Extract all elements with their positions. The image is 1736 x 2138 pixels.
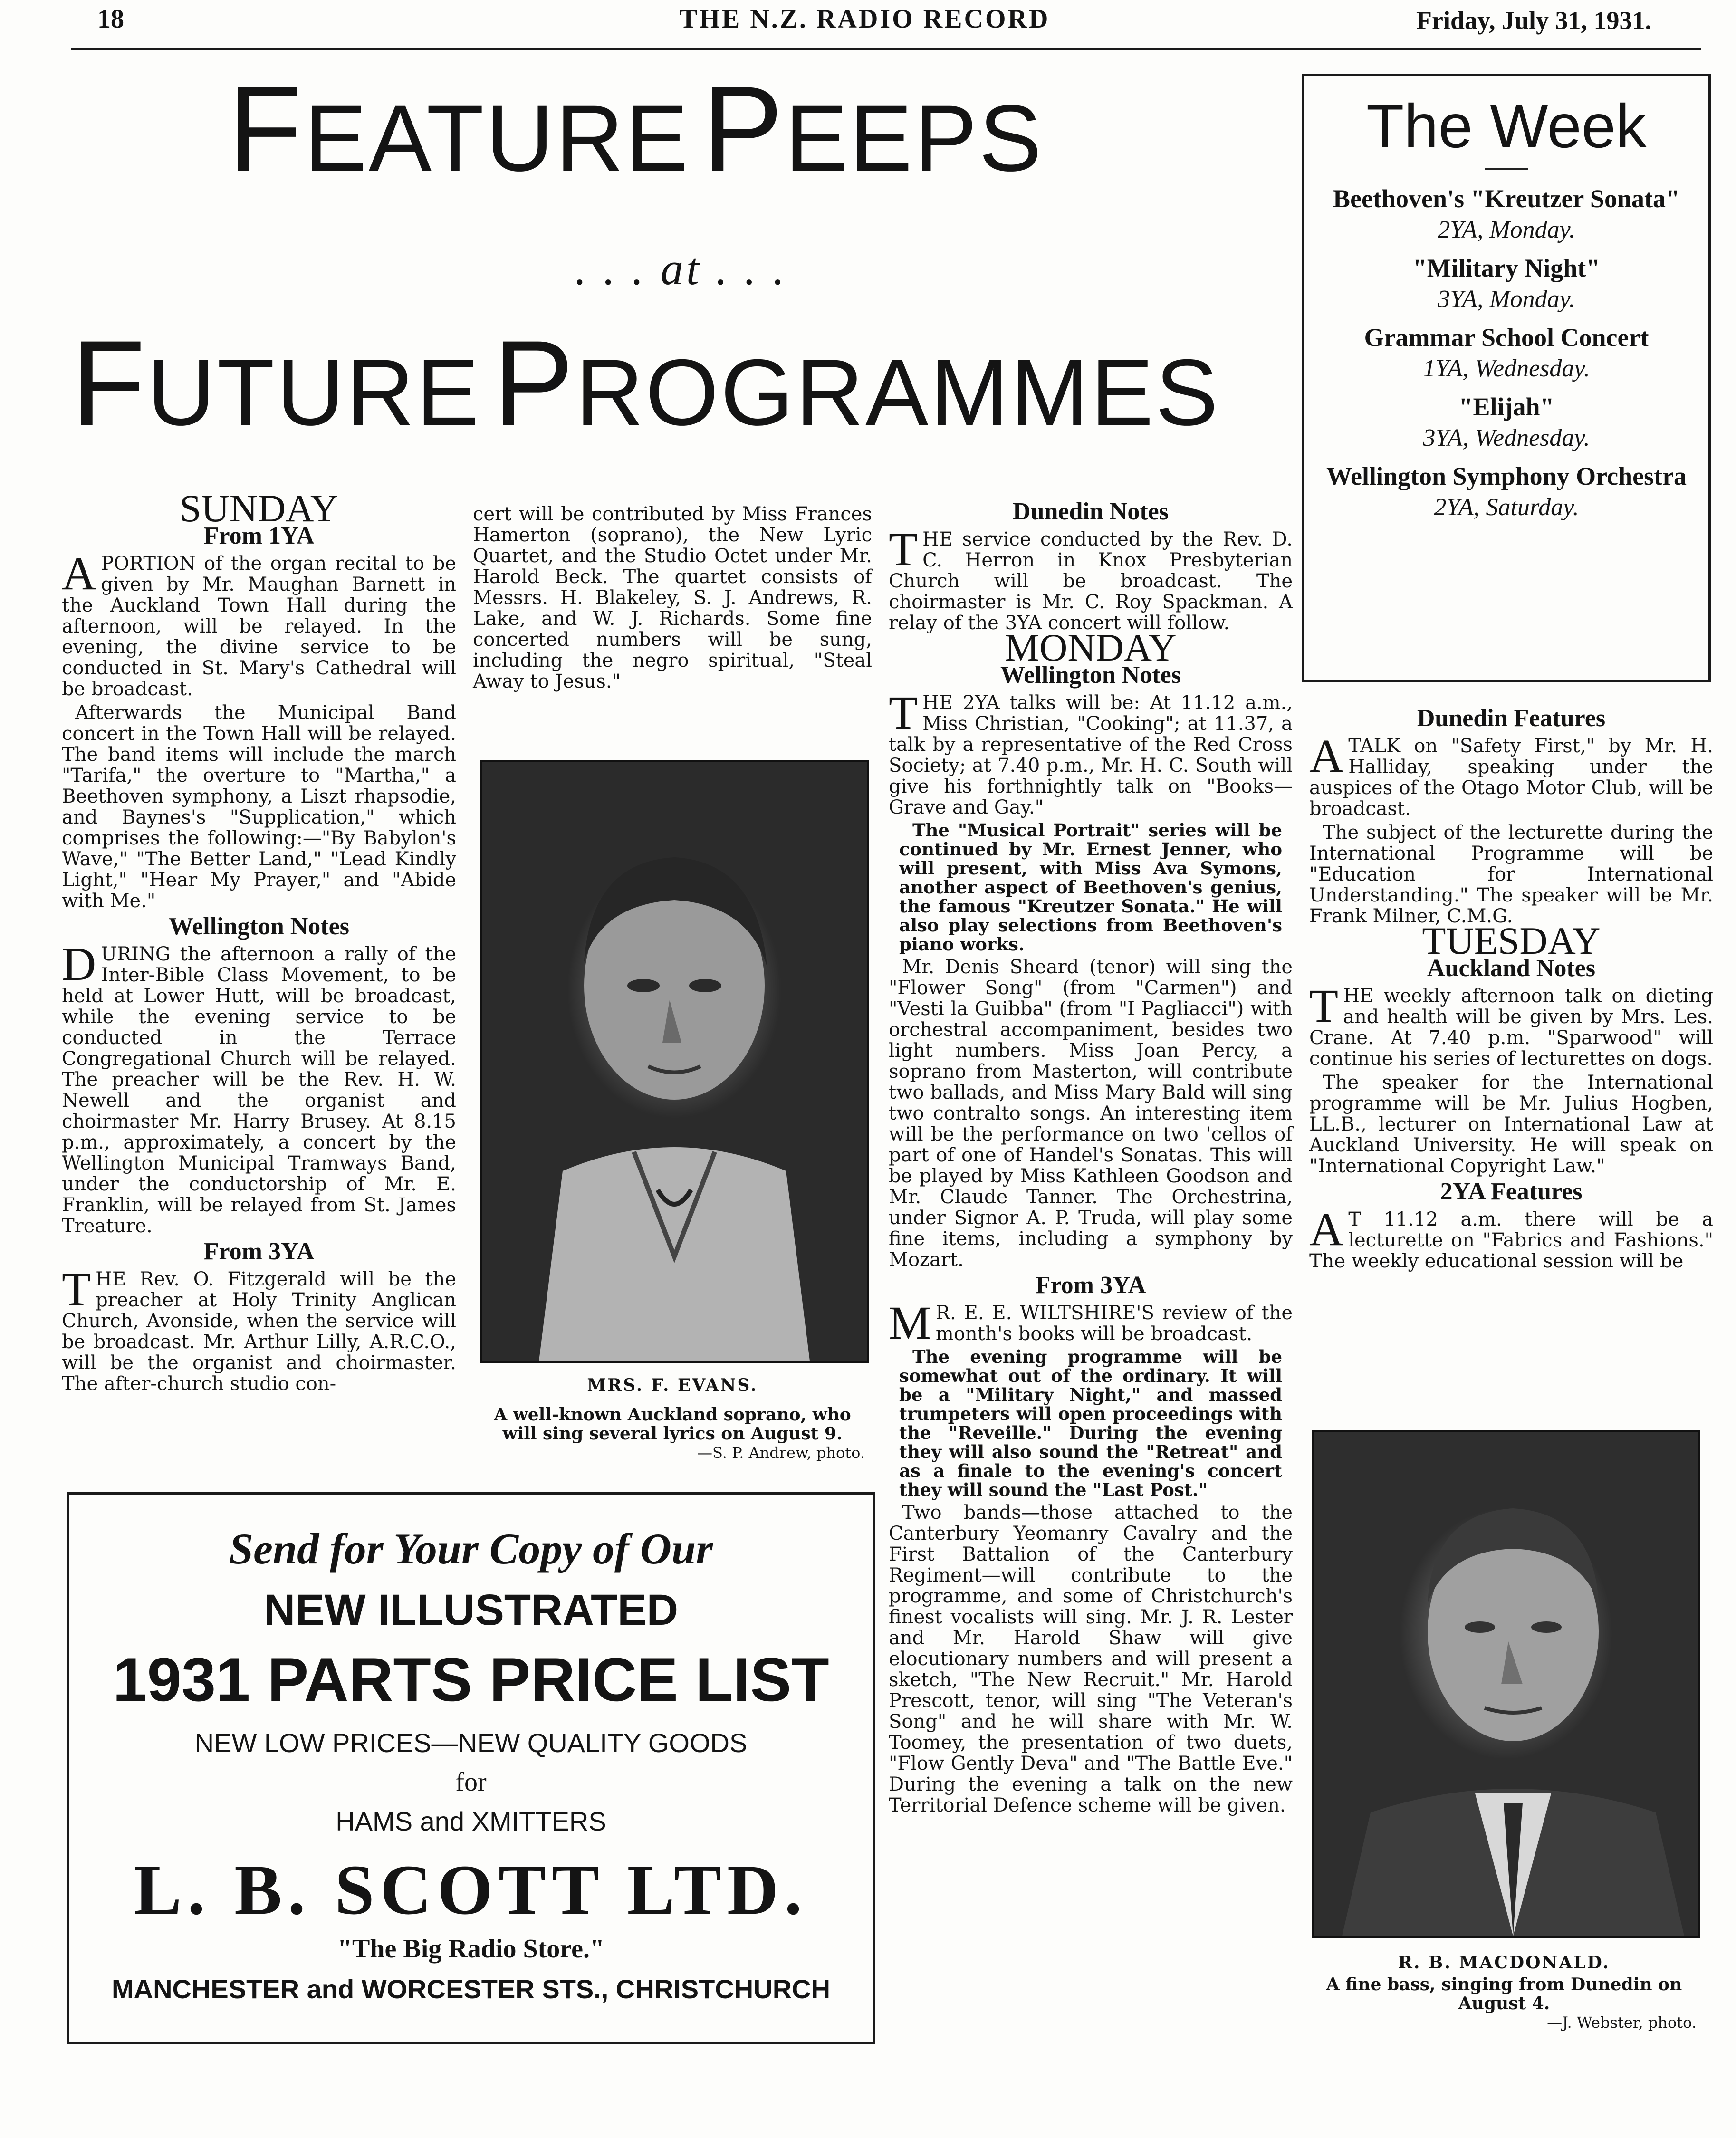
title-line-2: FUTURE PROGRAMMES xyxy=(71,316,1220,451)
advert-slogan: "The Big Radio Store." xyxy=(337,1934,605,1964)
advert-company-name: L. B. SCOTT LTD. xyxy=(134,1850,808,1929)
day-heading-monday: MONDAY xyxy=(1005,626,1177,669)
section-heading: Dunedin Features xyxy=(1417,705,1606,732)
photo-credit: —J. Webster, photo. xyxy=(1547,2013,1697,2032)
article-paragraph: APORTION of the organ recital to be given by Mr. Maughan Barnett in the Auckland Town Hall during the afternoon, will be relayed. In the evening, the divine service to be conducted in St. Mary's Cathedral will be broadcast. xyxy=(62,547,456,700)
advert-l-b-scott xyxy=(67,1492,875,2044)
publication-name: THE N.Z. RADIO RECORD xyxy=(680,4,1050,34)
week-item-station: 2YA, Saturday. xyxy=(1434,494,1579,521)
header-rule xyxy=(71,48,1701,50)
week-item-station: 3YA, Wednesday. xyxy=(1423,424,1590,451)
advert-line: NEW ILLUSTRATED xyxy=(263,1586,679,1634)
article-paragraph-bold: The evening programme will be somewhat out of the ordinary. It will be a "Military Night," and massed trumpeters will open proceedings with the "Reveille." During the evening they will also sound the "Retreat" and as a finale to the evening's concert they will sound the "Last Post." xyxy=(899,1346,1282,1500)
column-sunday xyxy=(62,487,456,1397)
article-paragraph: The subject of the lecturette during the International Programme will be "Education for International Understanding." The speaker will be Mr. Frank Milner, C.M.G. xyxy=(1309,822,1713,927)
photo-mrs-evans xyxy=(480,760,869,1363)
week-item-title: "Military Night" xyxy=(1412,254,1601,282)
section-heading: From 3YA xyxy=(1035,1272,1146,1299)
week-item-title: "Elijah" xyxy=(1458,393,1554,421)
issue-date: Friday, July 31, 1931. xyxy=(1416,6,1652,35)
article-paragraph: DURING the afternoon a rally of the Inter-Bible Class Movement, to be held at Lower Hutt, will be broadcast, while the evening service to be conducted in the Terrace Congregational Church will be relayed. The preacher will be the Rev. H. W. Newell and the organist and choirmaster Mr. Harry Brusey. At 8.15 p.m., approximately, a concert by the Wellington Municipal Tramways Band, under the conductorship of Mr. E. Franklin, will be relayed from St. James Treature. xyxy=(62,938,456,1237)
article-paragraph-bold: The "Musical Portrait" series will be continued by Mr. Ernest Jenner, who will present, with Miss Ava Symons, another aspect of Beethoven's genius, the famous "Kreutzer Sonata." He will also play selections from Beethoven's piano works. xyxy=(899,820,1282,955)
column-continued xyxy=(473,504,872,695)
photo-description: A fine bass, singing from Dunedin on August 4. xyxy=(1326,1975,1682,2013)
week-item-station: 3YA, Monday. xyxy=(1438,286,1575,313)
day-heading-tuesday: TUESDAY xyxy=(1422,919,1601,962)
divider xyxy=(1485,168,1528,170)
section-heading: From 3YA xyxy=(203,1238,315,1265)
article-paragraph: Mr. Denis Sheard (tenor) will sing the "Flower Song" (from "Carmen") and "Vesti la Guibba" (from "I Pagliacci") with orchestral accompaniment, besides two light numbers. Miss Joan Percy, a soprano from Masterton, will contribute two ballads, and Miss Mary Bald will sing two contralto songs. An interesting item will be the performance on two 'cellos of part of one of Handel's Sonatas. This will be played by Miss Kathleen Goodson and Mr. Claude Tanner. The Orchestrina, under Signor A. P. Truda, will play some fine items, including a symphony by Mozart. xyxy=(889,956,1293,1271)
photo-r-b-macdonald xyxy=(1312,1430,1700,1938)
article-paragraph: Afterwards the Municipal Band concert in the Town Hall will be relayed. The band items will include the march "Tarifa," the overture to "Martha," a Beethoven symphony, a Liszt rhapsodie, and Baynes's "Supplication," which comprises the following:—"By Babylon's Wave," "The Better Land," "Lead Kindly Light," "Hear My Prayer," and "Abide with Me." xyxy=(62,702,456,912)
article-paragraph: M R. E. E. WILTSHIRE'S review of the month's books will be broadcast. xyxy=(889,1296,1293,1349)
week-item-station: 1YA, Wednesday. xyxy=(1423,355,1590,382)
article-paragraph: A T 11.12 a.m. there will be a lecturette on "Fabrics and Fashions." The weekly educational session will be xyxy=(1309,1203,1713,1272)
section-heading: 2YA Features xyxy=(1440,1178,1583,1205)
section-heading: Dunedin Notes xyxy=(1013,498,1169,525)
section-heading: From 1YA xyxy=(203,522,315,549)
advert-headline: 1931 PARTS PRICE LIST xyxy=(113,1645,829,1714)
article-paragraph: THE Rev. O. Fitzgerald will be the preacher at Holy Trinity Anglican Church, Avonside, when the service will be broadcast. Mr. Arthur Lilly, A.R.C.O., will be the organist and choirmaster. The after-church studio con- xyxy=(62,1263,456,1395)
the-week-box xyxy=(1302,74,1711,682)
the-week-heading: The Week xyxy=(1366,91,1647,161)
portrait-illustration xyxy=(482,762,867,1361)
article-paragraph: The speaker for the International programme will be Mr. Julius Hogben, LL.B., lecturer on International Law at Auckland University. He will speak on "International Copyright Law." xyxy=(1309,1072,1713,1177)
article-paragraph: THE weekly afternoon talk on dieting and health will be given by Mrs. Les. Crane. At 7.40 p.m. "Sparwood" will continue his series of lecturettes on dogs. xyxy=(1309,979,1713,1070)
advert-address: MANCHESTER and WORCESTER STS., CHRISTCHURCH xyxy=(111,1974,831,2004)
advert-line: NEW LOW PRICES—NEW QUALITY GOODS xyxy=(194,1728,748,1758)
day-heading-sunday: SUNDAY xyxy=(179,487,339,530)
portrait-illustration xyxy=(1314,1432,1698,1936)
week-item-station: 2YA, Monday. xyxy=(1438,216,1575,243)
column-monday xyxy=(889,498,1293,1819)
section-heading: Wellington Notes xyxy=(1000,662,1181,689)
photo-credit: —S. P. Andrew, photo. xyxy=(697,1444,865,1462)
page-number: 18 xyxy=(97,4,124,34)
advert-line: HAMS and XMITTERS xyxy=(336,1806,606,1836)
photo-description: A well-known Auckland soprano, who will sing several lyrics on August 9. xyxy=(494,1405,851,1444)
title-line-1: FEATURE PEEPS xyxy=(228,61,1044,197)
week-item-title: Wellington Symphony Orchestra xyxy=(1326,462,1687,490)
section-heading: Auckland Notes xyxy=(1427,955,1595,982)
article-paragraph: THE 2YA talks will be: At 11.12 a.m., Miss Christian, "Cooking"; at 11.37, a talk by a representative of the Red Cross Society; at 7.40 p.m., Mr. H. C. South will give his forthnightly talk on "Books—Grave and Gay." xyxy=(889,686,1293,818)
photo-caption-macdonald xyxy=(1312,1953,1697,2032)
column-tuesday xyxy=(1309,705,1713,1275)
week-item-title: Beethoven's "Kreutzer Sonata" xyxy=(1333,184,1680,213)
title-at: . . . at . . . xyxy=(575,243,787,294)
section-heading: Wellington Notes xyxy=(169,913,349,940)
photo-caption-evans xyxy=(480,1376,865,1462)
article-paragraph: Two bands—those attached to the Canterbury Yeomanry Cavalry and the First Battalion of the Canterbury Regiment—will contribute to the programme, and some of Christchurch's finest vocalists will sing. Mr. J. R. Lester and Mr. Harold Shaw will give elocutionary numbers and will present a sketch, "The New Recruit." Mr. Harold Prescott, tenor, will sing "The Veteran's Song" and he will share with Mr. W. Toomey, the presentation of two duets, "Flow Gently Deva" and "The Battle Eve." During the evening a talk on the new Territorial Defence scheme will be given. xyxy=(889,1502,1293,1816)
advert-line: Send for Your Copy of Our xyxy=(229,1524,713,1573)
article-paragraph: THE service conducted by the Rev. D. C. Herron in Knox Presbyterian Church will be broadcast. The choirmaster is Mr. C. Roy Spackman. A relay of the 3YA concert will follow. xyxy=(889,523,1293,634)
week-item-title: Grammar School Concert xyxy=(1364,323,1649,352)
advert-line: for xyxy=(455,1767,487,1797)
article-paragraph: cert will be contributed by Miss Frances Hamerton (soprano), the New Lyric Quartet, and the Studio Octet under Mr. Harold Beck. The quartet consists of Messrs. H. Blakeley, S. J. Andrews, R. Lake, and W. J. Richards. Some fine concerted numbers will be sung, including the negro spiritual, "Steal Away to Jesus." xyxy=(473,503,872,692)
photo-subject-name: MRS. F. EVANS. xyxy=(587,1375,758,1395)
article-paragraph: ATALK on "Safety First," by Mr. H. Halliday, speaking under the auspices of the Otago Motor Club, will be broadcast. xyxy=(1309,729,1713,820)
photo-subject-name: R. B. MACDONALD. xyxy=(1398,1953,1611,1973)
